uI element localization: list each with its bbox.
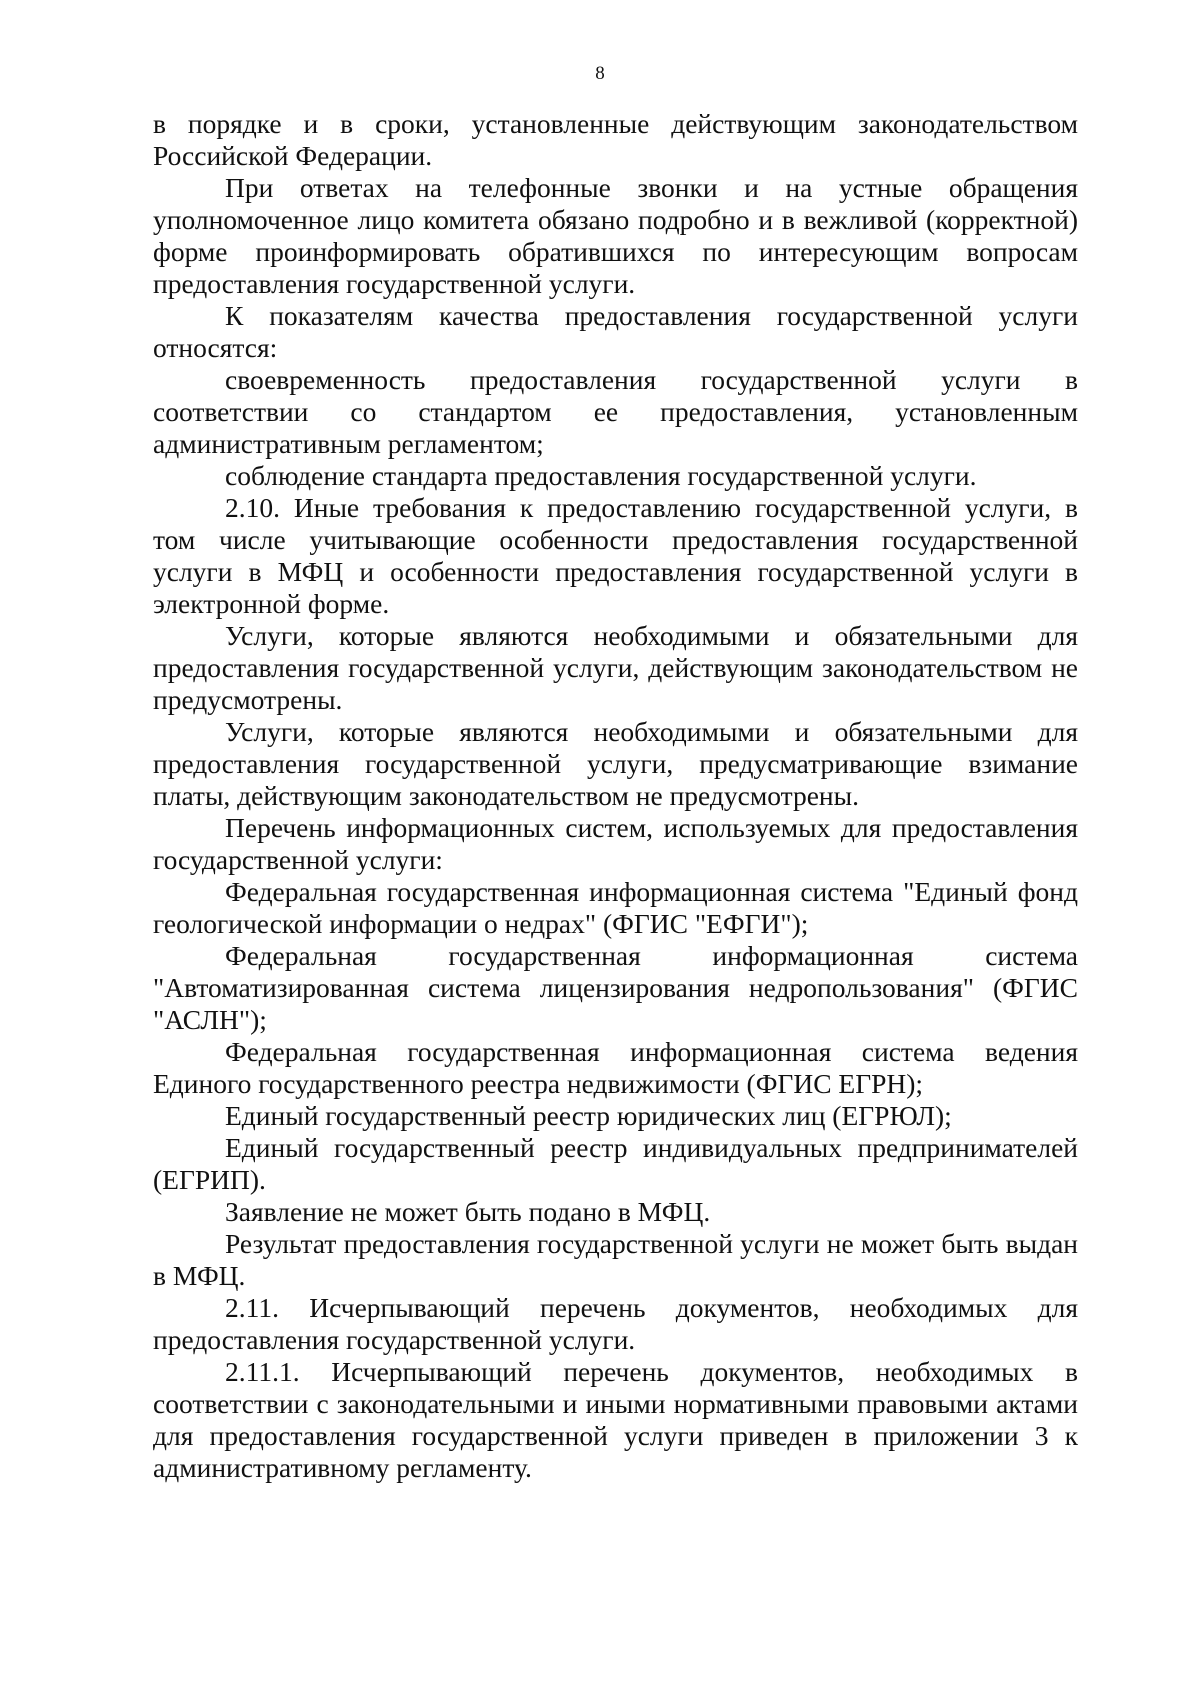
paragraph-12: Федеральная государственная информационная система ведения Единого государственного реестра недвижимости (ФГИС ЕГРН); <box>153 1036 1078 1099</box>
paragraph-16: Результат предоставления государственной услуги не может быть выдан в МФЦ. <box>153 1228 1078 1291</box>
paragraph-14: Единый государственный реестр индивидуальных предпринимателей (ЕГРИП). <box>153 1132 1078 1195</box>
paragraph-10: Федеральная государственная информационная система "Единый фонд геологической информации о недрах" (ФГИС "ЕФГИ"); <box>153 876 1078 939</box>
paragraph-6: 2.10. Иные требования к предоставлению государственной услуги, в том числе учитывающие особенности предоставления государственной услуги в МФЦ и особенности предоставления государственной услуги в электронной форме. <box>153 492 1078 619</box>
paragraph-18: 2.11.1. Исчерпывающий перечень документов, необходимых в соответствии с законодательными и иными нормативными правовыми актами для предоставления государственной услуги приведен в приложении 3 к административному регламенту. <box>153 1356 1078 1483</box>
paragraph-4: своевременность предоставления государственной услуги в соответствии со стандартом ее предоставления, установленным административным регламентом; <box>153 364 1078 459</box>
document-body <box>153 108 1078 1484</box>
paragraph-1: в порядке и в сроки, установленные действующим законодательством Российской Федерации. <box>153 108 1078 171</box>
page-number: 8 <box>595 63 605 84</box>
paragraph-13: Единый государственный реестр юридических лиц (ЕГРЮЛ); <box>225 1100 952 1131</box>
paragraph-9: Перечень информационных систем, используемых для предоставления государственной услуги: <box>153 812 1078 875</box>
paragraph-7: Услуги, которые являются необходимыми и обязательными для предоставления государственной услуги, действующим законодательством не предусмотрены. <box>153 620 1078 715</box>
paragraph-11: Федеральная государственная информационная система "Автоматизированная система лицензирования недропользования" (ФГИС "АСЛН"); <box>153 940 1078 1035</box>
paragraph-2: При ответах на телефонные звонки и на устные обращения уполномоченное лицо комитета обязано подробно и в вежливой (корректной) форме проинформировать обратившихся по интересующим вопросам предоставления государственной услуги. <box>153 172 1078 299</box>
paragraph-17: 2.11. Исчерпывающий перечень документов, необходимых для предоставления государственной услуги. <box>153 1292 1078 1355</box>
paragraph-5: соблюдение стандарта предоставления государственной услуги. <box>225 460 977 491</box>
paragraph-3: К показателям качества предоставления государственной услуги относятся: <box>153 300 1078 363</box>
paragraph-15: Заявление не может быть подано в МФЦ. <box>225 1196 711 1227</box>
paragraph-8: Услуги, которые являются необходимыми и обязательными для предоставления государственной услуги, предусматривающие взимание платы, действующим законодательством не предусмотрены. <box>153 716 1078 811</box>
